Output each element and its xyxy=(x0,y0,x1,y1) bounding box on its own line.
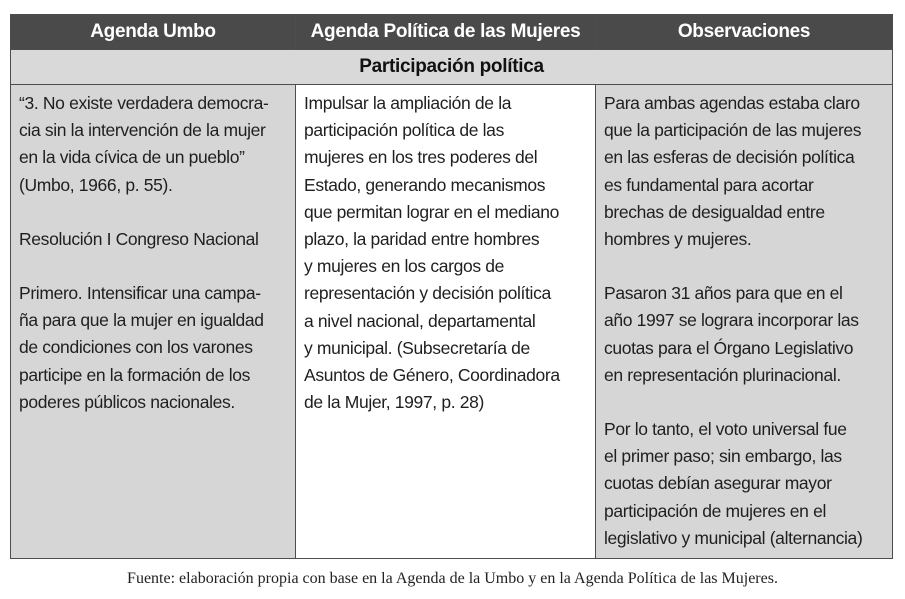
paragraph xyxy=(604,280,886,389)
text-line: participación política de las xyxy=(304,120,504,141)
text-line: de la Mujer, 1997, p. 28) xyxy=(304,392,484,413)
text-line: legislativo y municipal (alternancia) xyxy=(604,527,863,548)
header-observaciones: Observaciones xyxy=(596,15,893,50)
section-title: Participación política xyxy=(11,50,893,85)
header-agenda-umbo: Agenda Umbo xyxy=(11,15,296,50)
text-line: participación de mujeres en el xyxy=(604,500,826,521)
text-line: representación y decisión política xyxy=(304,283,551,304)
text-line: cia sin la intervención de la mujer xyxy=(19,120,266,141)
cell-agenda-umbo xyxy=(11,85,296,559)
text-line: Para ambas agendas estaba claro xyxy=(604,93,860,113)
text-line: (Umbo, 1966, p. 55). xyxy=(19,174,173,195)
text-line: cuotas debían asegurar mayor xyxy=(604,473,832,494)
text-line: es fundamental para acortar xyxy=(604,174,814,195)
cell-text xyxy=(304,90,589,416)
paragraph xyxy=(19,226,289,253)
cell-text xyxy=(604,90,886,552)
text-line: Por lo tanto, el voto universal fue xyxy=(604,419,847,440)
cell-agenda-politica-mujeres xyxy=(296,85,596,559)
text-line: participe en la formación de los xyxy=(19,364,251,385)
text-line: de condiciones con los varones xyxy=(19,337,253,358)
text-line: año 1997 se lograra incorporar las xyxy=(604,310,859,331)
text-line: en las esferas de decisión política xyxy=(604,147,855,168)
text-line: que la participación de las mujeres xyxy=(604,120,862,141)
header-row xyxy=(11,15,893,50)
text-line: Pasaron 31 años para que en el xyxy=(604,283,843,304)
text-line: “3. No existe verdadera democra- xyxy=(19,93,269,113)
text-line: Primero. Intensificar una campa- xyxy=(19,283,261,304)
paragraph xyxy=(304,90,589,416)
table-row xyxy=(11,85,893,559)
cell-observaciones xyxy=(596,85,893,559)
text-line: que permitan lograr en el mediano xyxy=(304,201,560,222)
header-agenda-politica-mujeres: Agenda Política de las Mujeres xyxy=(296,15,596,50)
text-line: Asuntos de Género, Coordinadora xyxy=(304,365,560,386)
cell-text xyxy=(19,90,289,416)
text-line: plazo, la paridad entre hombres xyxy=(304,229,540,250)
text-line: a nivel nacional, departamental xyxy=(304,310,536,331)
text-line: en representación plurinacional. xyxy=(604,364,841,385)
text-line: hombres y mujeres. xyxy=(604,229,752,250)
text-line: brechas de desigualdad entre xyxy=(604,201,825,222)
table-source-caption: Fuente: elaboración propia con base en la Agenda de la Umbo y en la Agenda Política de las Mujeres. xyxy=(127,570,778,587)
text-line: poderes públicos nacionales. xyxy=(19,391,235,412)
text-line: Impulsar la ampliación de la xyxy=(304,93,512,113)
text-line: Estado, generando mecanismos xyxy=(304,174,546,195)
text-line: el primer paso; sin embargo, las xyxy=(604,446,842,467)
text-line: y mujeres en los cargos de xyxy=(304,256,505,277)
paragraph xyxy=(604,90,886,253)
section-row xyxy=(11,50,893,85)
text-line: cuotas para el Órgano Legislativo xyxy=(604,337,854,358)
text-line: y municipal. (Subsecretaría de xyxy=(304,337,530,358)
text-line: mujeres en los tres poderes del xyxy=(304,147,538,168)
text-line: Resolución I Congreso Nacional xyxy=(19,228,259,249)
paragraph xyxy=(19,90,289,199)
text-line: en la vida cívica de un pueblo” xyxy=(19,147,245,168)
paragraph xyxy=(19,280,289,416)
agenda-comparison-table xyxy=(10,14,893,559)
text-line: ña para que la mujer en igualdad xyxy=(19,310,264,331)
paragraph xyxy=(604,416,886,552)
